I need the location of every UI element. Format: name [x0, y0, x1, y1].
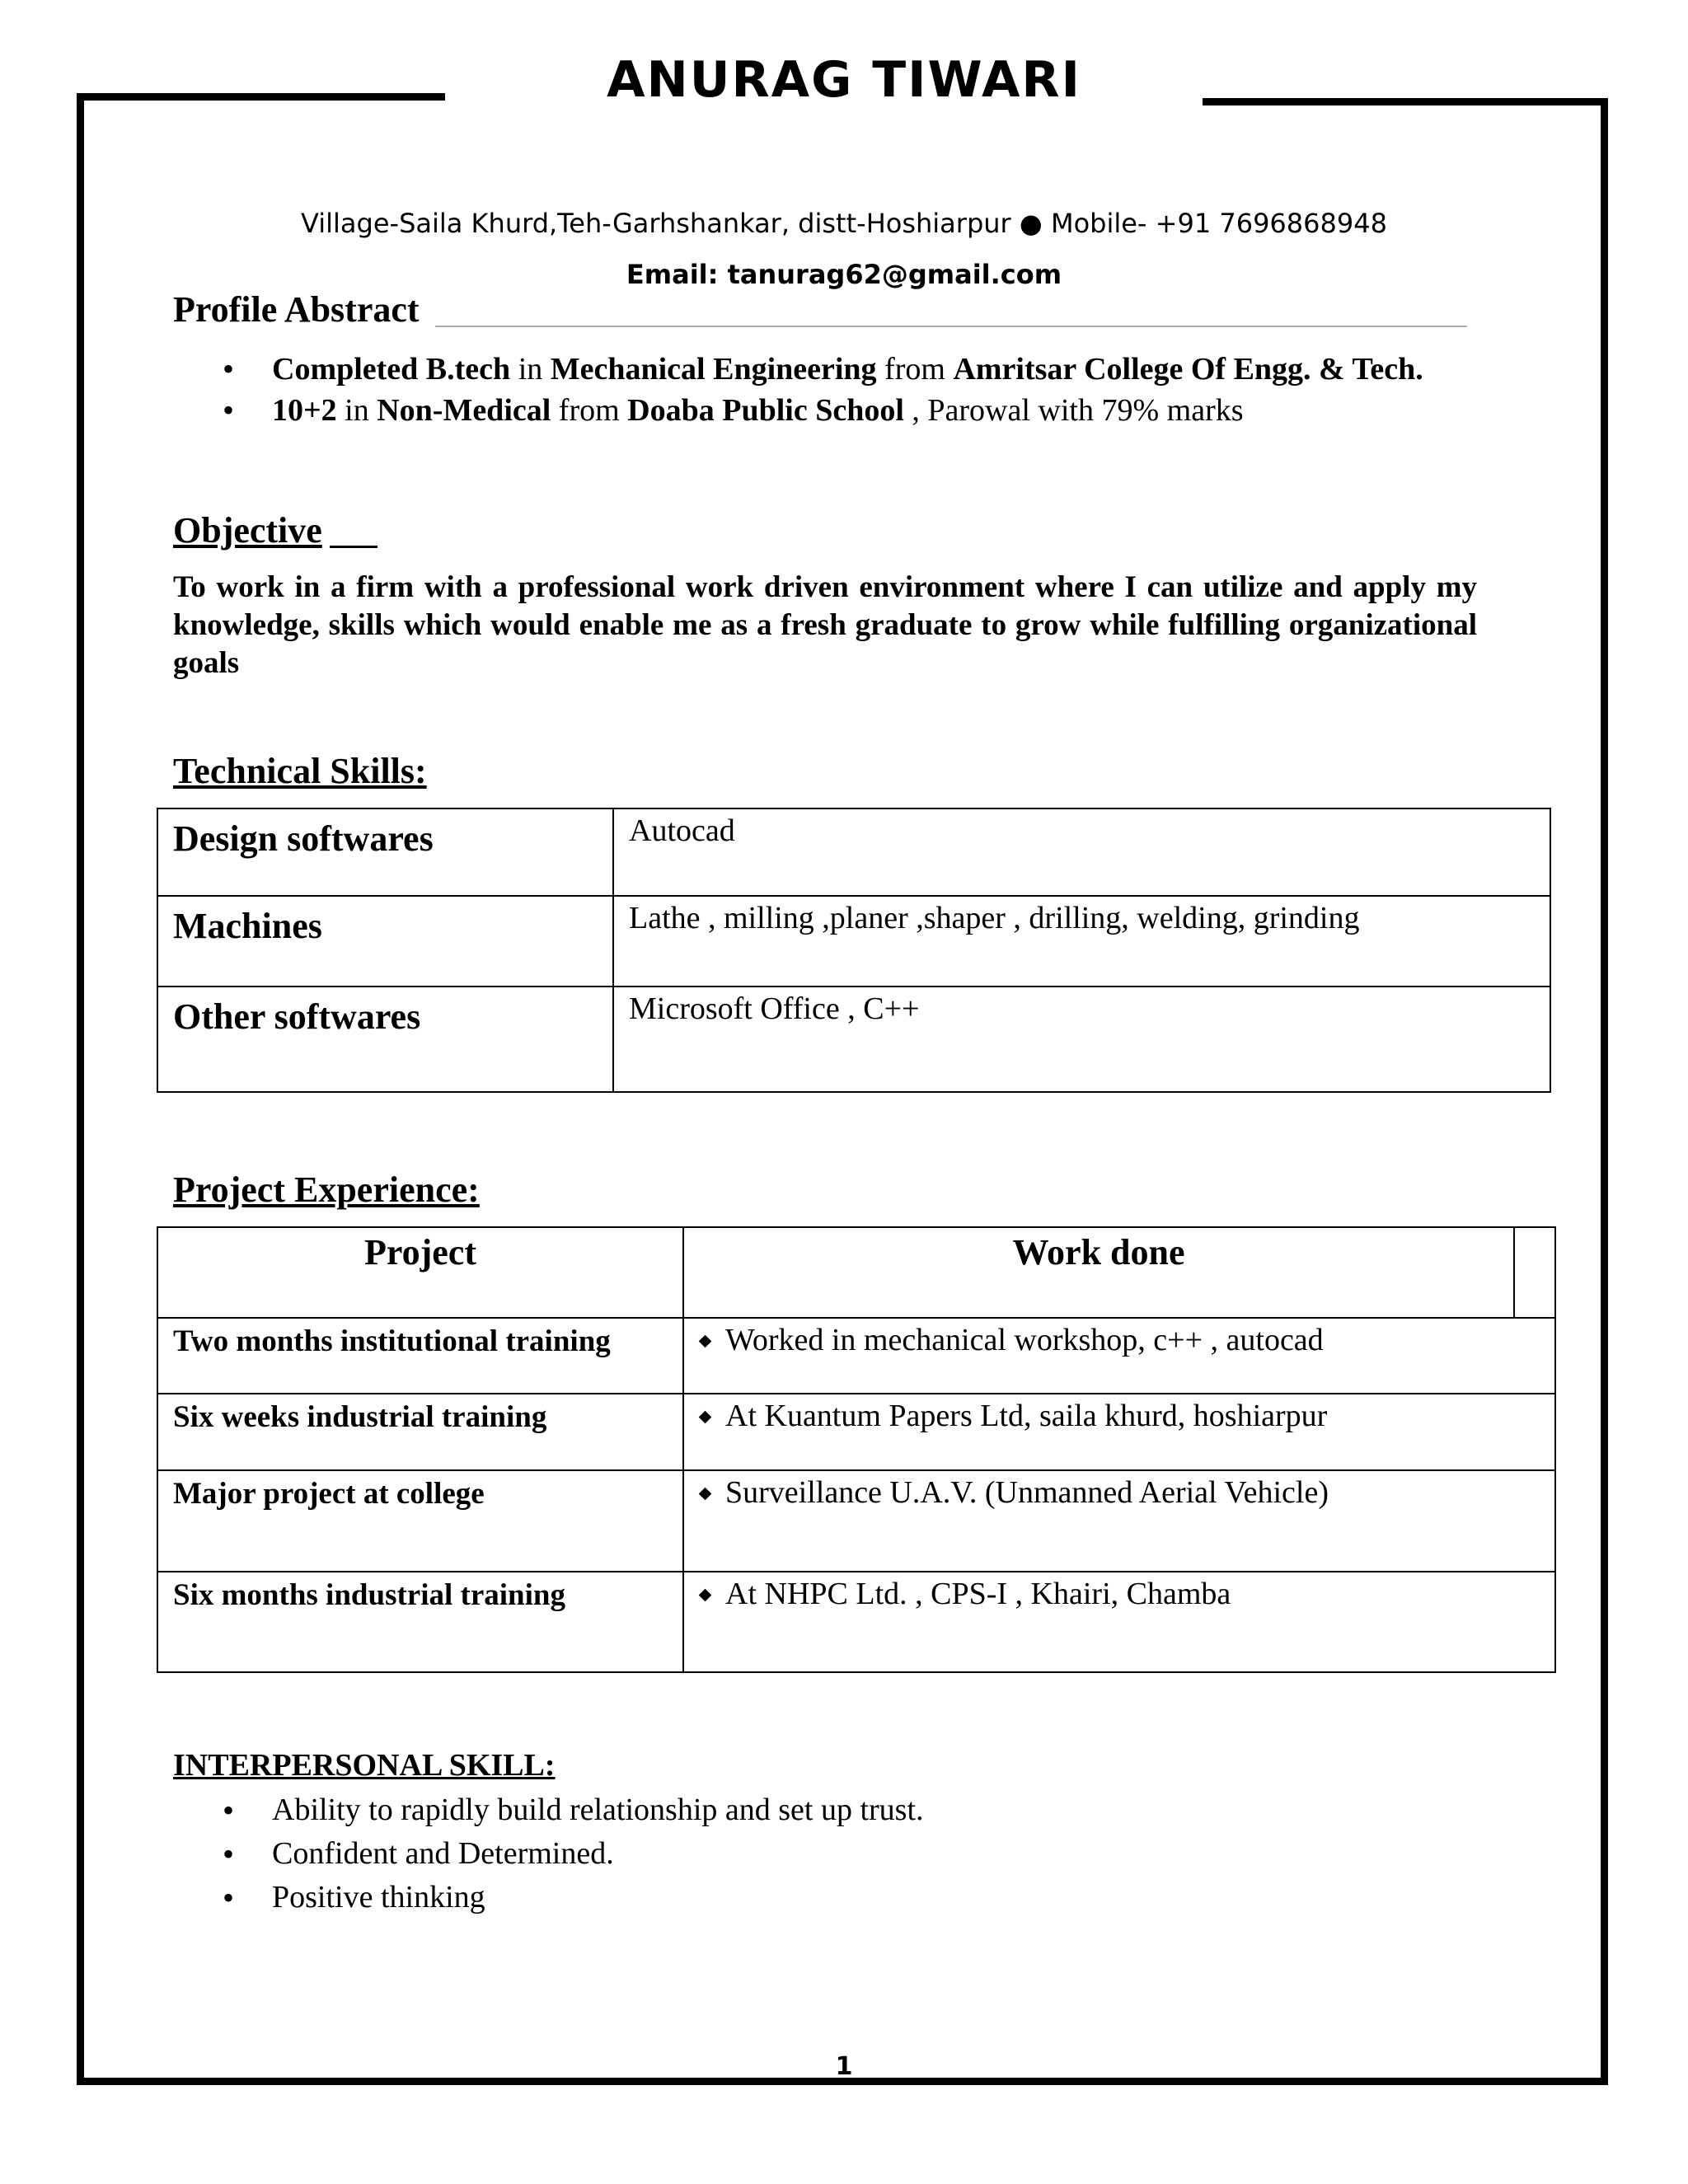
table-row	[157, 896, 1550, 987]
candidate-name: ANURAG TIWARI	[607, 51, 1081, 109]
project-experience-table	[157, 1226, 1556, 1673]
column-header-project: Project	[157, 1227, 683, 1318]
profile-item-text: Non-Medical	[377, 393, 551, 428]
diamond-bullet-icon	[699, 1411, 712, 1424]
profile-item	[173, 349, 1451, 389]
interpersonal-skill-list	[173, 1788, 1409, 1919]
objective-underline	[330, 546, 377, 548]
skill-value: Microsoft Office , C++	[613, 987, 1550, 1092]
profile-item-text: Doaba Public School	[627, 393, 904, 428]
project-name: Six weeks industrial training	[157, 1394, 683, 1470]
profile-item	[173, 391, 1451, 430]
project-name: Two months institutional training	[157, 1318, 683, 1394]
work-done-cell	[683, 1470, 1555, 1572]
table-row	[157, 987, 1550, 1092]
objective-text: To work in a firm with a professional work driven environment where I can utilize and apply my knowledge, skills which would enable me as a fresh graduate to grow while fulfilling organizational goals	[173, 570, 1477, 680]
diamond-bullet-icon	[699, 1335, 712, 1348]
skill-value: Lathe , milling ,planer ,shaper , drilling, welding, grinding	[613, 896, 1550, 987]
profile-item-text: from	[876, 352, 954, 387]
profile-item-text: Mechanical Engineering	[550, 352, 877, 387]
table-row	[157, 1318, 1555, 1394]
table-row	[157, 1470, 1555, 1572]
work-done-cell	[683, 1572, 1555, 1672]
work-done-text: At Kuantum Papers Ltd, saila khurd, hoshiarpur	[725, 1399, 1328, 1433]
objective-heading: Objective	[173, 510, 322, 551]
profile-divider	[435, 326, 1467, 327]
table-row	[157, 808, 1550, 896]
diamond-bullet-icon	[699, 1589, 712, 1602]
profile-item-text: from	[551, 393, 628, 428]
page-border-left	[77, 93, 84, 2085]
project-name: Major project at college	[157, 1470, 683, 1572]
page-border-right	[1601, 98, 1608, 2085]
technical-skills-heading: Technical Skills:	[173, 751, 427, 791]
work-done-text: Worked in mechanical workshop, c++ , autocad	[725, 1323, 1324, 1357]
email-line: Email: tanurag62@gmail.com	[626, 259, 1062, 290]
profile-item-text: Completed B.tech	[272, 352, 511, 387]
work-done-text: At NHPC Ltd. , CPS-I , Khairi, Chamba	[725, 1577, 1231, 1611]
header-spacer-cell	[1514, 1227, 1555, 1318]
list-item: • Positive thinking	[173, 1876, 1409, 1919]
work-done-cell	[683, 1394, 1555, 1470]
column-header-work-done: Work done	[683, 1227, 1514, 1318]
diamond-bullet-icon	[699, 1488, 712, 1501]
table-row	[157, 1572, 1555, 1672]
table-header-row	[157, 1227, 1555, 1318]
technical-skills-table	[157, 808, 1551, 1093]
table-row	[157, 1394, 1555, 1470]
interpersonal-skill-heading: INTERPERSONAL SKILL:	[173, 1748, 556, 1783]
work-done-text: Surveillance U.A.V. (Unmanned Aerial Vehicle)	[725, 1475, 1329, 1510]
list-item: • Ability to rapidly build relationship and set up trust.	[173, 1788, 1409, 1832]
profile-item-text: , Parowal with 79% marks	[903, 393, 1244, 428]
page-number: 1	[835, 2052, 853, 2081]
profile-item-text: 10+2	[272, 393, 337, 428]
work-done-cell	[683, 1318, 1555, 1394]
skill-label: Other softwares	[157, 987, 613, 1092]
skill-label: Machines	[157, 896, 613, 987]
profile-item-text: in	[510, 352, 551, 387]
profile-abstract-heading: Profile Abstract	[173, 289, 420, 330]
skill-value: Autocad	[613, 808, 1550, 896]
profile-abstract-list	[173, 349, 1451, 430]
skill-label: Design softwares	[157, 808, 613, 896]
contact-line: Village-Saila Khurd,Teh-Garhshankar, distt-Hoshiarpur ● Mobile- +91 7696868948	[301, 208, 1387, 239]
project-experience-heading: Project Experience:	[173, 1169, 480, 1210]
profile-item-text: in	[336, 393, 377, 428]
list-item: • Confident and Determined.	[173, 1832, 1409, 1876]
profile-item-text: Amritsar College Of Engg. & Tech.	[953, 352, 1423, 387]
project-name: Six months industrial training	[157, 1572, 683, 1672]
